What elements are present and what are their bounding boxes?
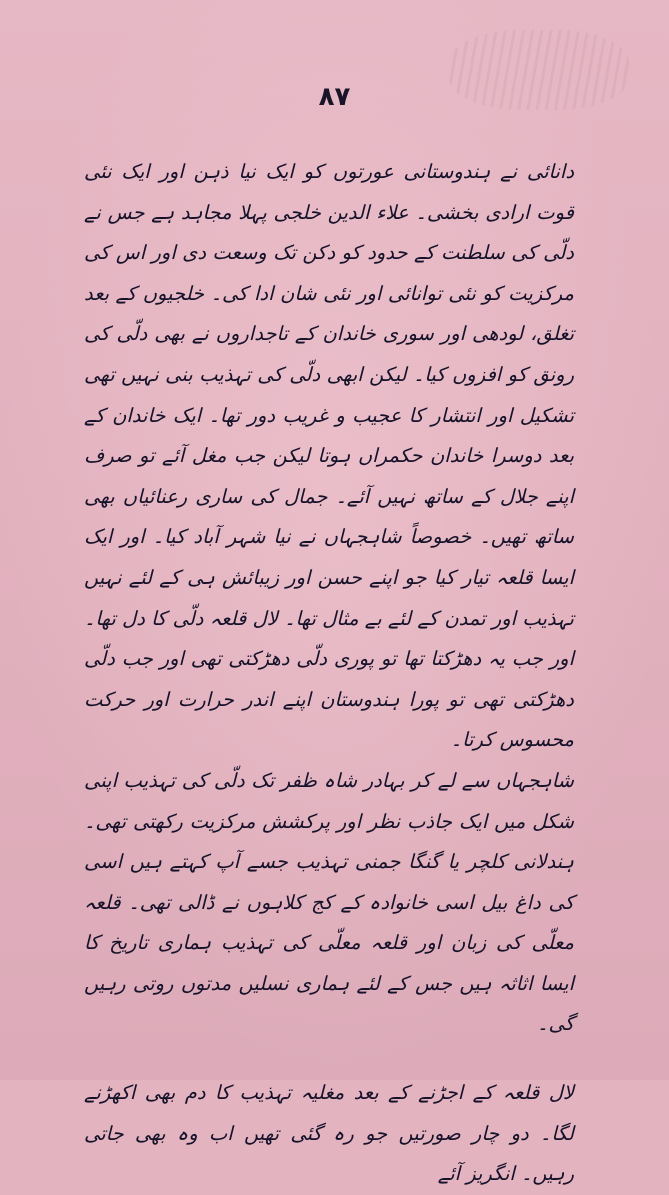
paragraph: شاہجہاں سے لے کر بہادر شاہ ظفر تک دلّی کی تہذیب اپنی شکل میں ایک جاذب نظر اور پرکشش مرکزیت رکھتی تھی۔ ہندلانی کلچر یا گنگا جمنی تہذیب جسے آپ کہتے ہیں اسی کی داغ بیل اسی خانوادہ کے کج کلاہوں نے ڈالی تھی۔ قلعہ معلّی کی زبان اور قلعہ معلّی کی تہذیب ہماری تاریخ کا ایسا اثاثہ ہیں جس کے لئے ہماری نسلیں مدتوں روتی رہیں گی۔ [84, 768, 574, 1036]
paragraph: لال قلعہ کے اجڑنے کے بعد مغلیہ تہذیب کا دم بھی اکھڑنے لگا۔ دو چار صورتیں جو رہ گئی تھیں اب وہ بھی جاتی رہیں۔ انگریز آئے [84, 1081, 574, 1186]
paragraph: دانائی نے ہندوستانی عورتوں کو ایک نیا ذہن اور ایک نئی قوت ارادی بخشی۔ علاء الدین خلجی پہلا مجاہد ہے جس نے دلّی کی سلطنت کے حدود کو دکن تک وسعت دی اور اس کی مرکزیت کو نئی توانائی اور نئی شان ادا کی۔ خلجیوں کے بعد تغلق، لودھی اور سوری خاندان کے تاجداروں نے بھی دلّی کی رونق کو افزوں کیا۔ لیکن ابھی دلّی کی تہذیب بنی نہیں تھی تشکیل اور انتشار کا عجیب و غریب دور تھا۔ ایک خاندان کے بعد دوسرا خاندان حکمراں ہوتا لیکن جب مغل آئے تو صرف اپنے جلال کے ساتھ نہیں آئے۔ جمال کی ساری رعنائیاں بھی ساتھ تھیں۔ خصوصاً شاہجہاں نے نیا شہر آباد کیا۔ اور ایک ایسا قلعہ تیار کیا جو اپنے حسن اور زیبائش ہی کے لئے نہیں تہذیب اور تمدن کے لئے بے مثال تھا۔ لال قلعہ دلّی کا دل تھا۔ اور جب یہ دھڑکتا تھا تو پوری دلّی دھڑکتی تھی اور جب دلّی دھڑکتی تھی تو پورا ہندوستان اپنے اندر حرارت اور حرکت محسوس کرتا۔ [84, 160, 574, 752]
page-number: ۸۷ [318, 82, 351, 112]
page-body-text [84, 152, 574, 1195]
